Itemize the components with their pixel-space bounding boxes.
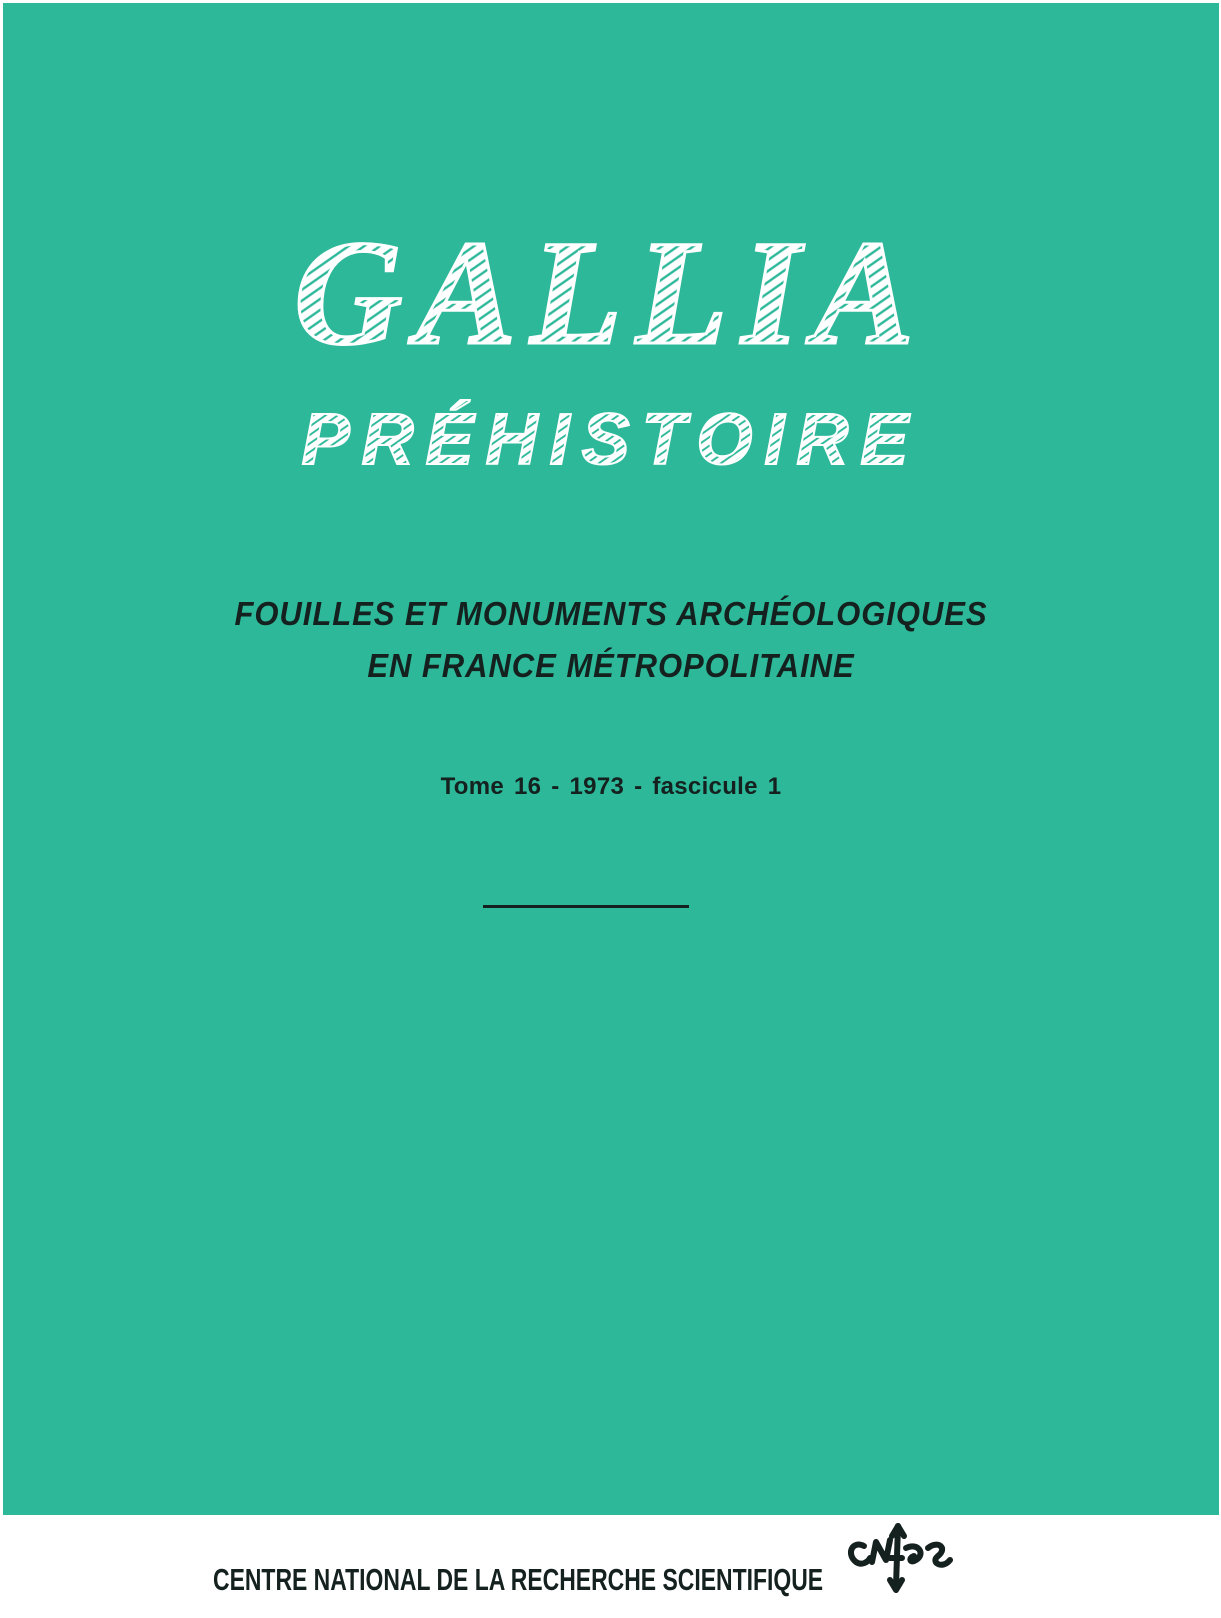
journal-series-lettering <box>271 398 951 478</box>
divider-rule <box>483 905 689 908</box>
journal-title-text: GALLIA <box>293 210 929 376</box>
journal-series <box>3 398 1219 478</box>
issue-info: Tome 16 - 1973 - fascicule 1 <box>440 773 782 800</box>
publisher-name: CENTRE NATIONAL DE LA RECHERCHE SCIENTIFIQUE <box>213 1562 824 1597</box>
journal-subtitle <box>39 588 1182 692</box>
journal-title-lettering <box>251 210 971 376</box>
cnrs-logo-icon <box>842 1518 957 1618</box>
journal-title <box>3 210 1219 376</box>
journal-cover <box>3 3 1219 1515</box>
subtitle-line-1: FOUILLES ET MONUMENTS ARCHÉOLOGIQUES <box>234 595 988 632</box>
subtitle-line-2: EN FRANCE MÉTROPOLITAINE <box>367 647 855 684</box>
journal-series-text: PRÉHISTOIRE <box>301 400 921 480</box>
